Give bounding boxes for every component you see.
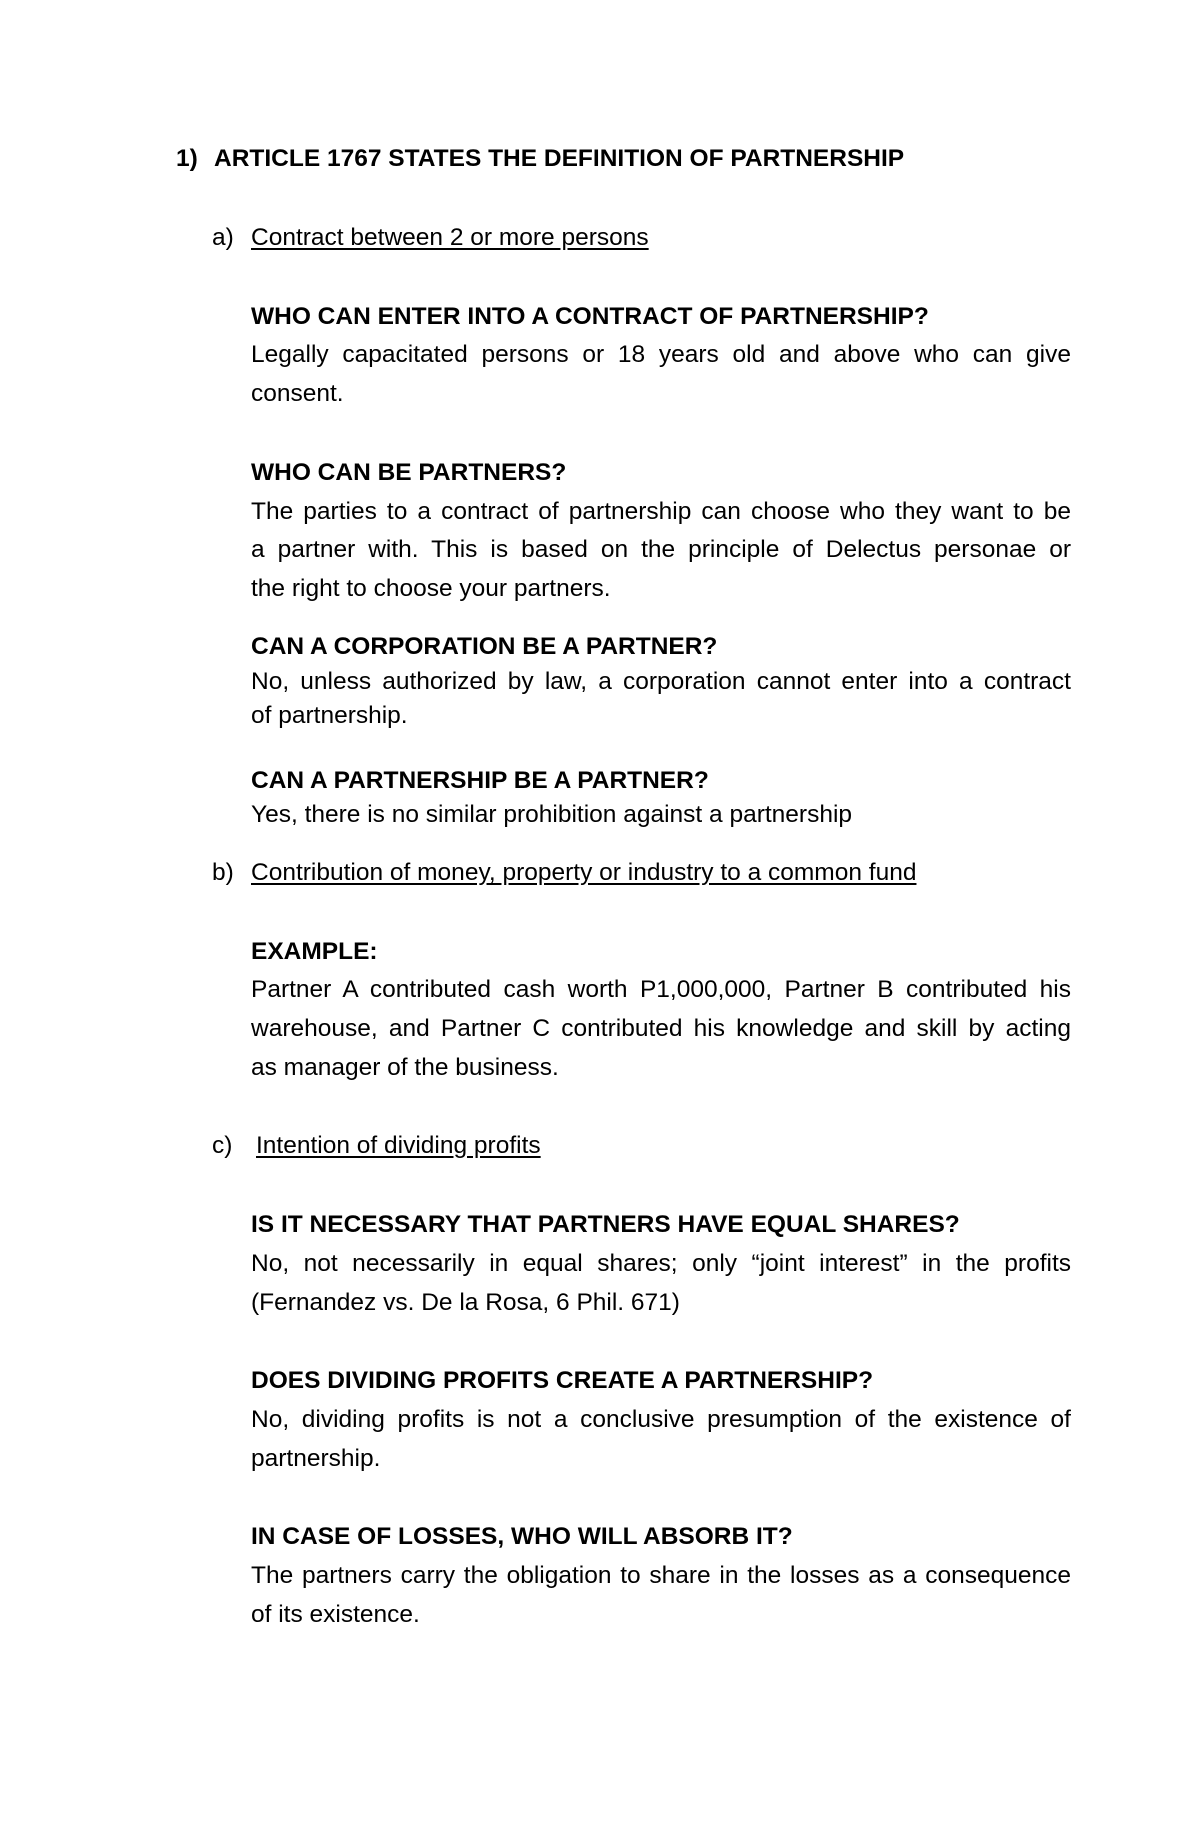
section-a-answer-4-line-1: Yes, there is no similar prohibition against a partnership bbox=[251, 801, 853, 828]
section-a-answer-2-line-1: The parties to a contract of partnership can choose who they want to be bbox=[251, 498, 1071, 525]
section-b-example-label: EXAMPLE: bbox=[251, 938, 378, 965]
section-b-example-line-2: warehouse, and Partner C contributed his knowledge and skill by acting bbox=[251, 1015, 1071, 1042]
section-a-answer-3-line-1: No, unless authorized by law, a corporation cannot enter into a contract bbox=[251, 668, 1071, 695]
section-a-title: Contract between 2 or more persons bbox=[251, 224, 649, 251]
section-c-answer-3-line-2: of its existence. bbox=[251, 1601, 420, 1628]
section-a-marker: a) bbox=[212, 224, 234, 251]
section-c-answer-1-line-1: No, not necessarily in equal shares; only “joint interest” in the profits bbox=[251, 1250, 1071, 1277]
section-c-question-2: DOES DIVIDING PROFITS CREATE A PARTNERSHIP? bbox=[251, 1367, 874, 1394]
section-c-answer-2-line-1: No, dividing profits is not a conclusive presumption of the existence of bbox=[251, 1406, 1071, 1433]
section-c-answer-1-line-2: (Fernandez vs. De la Rosa, 6 Phil. 671) bbox=[251, 1289, 680, 1316]
section-a-answer-3-line-2: of partnership. bbox=[251, 702, 408, 729]
section-a-answer-1-line-2: consent. bbox=[251, 380, 344, 407]
section-c-answer-3-line-1: The partners carry the obligation to share in the losses as a consequence bbox=[251, 1562, 1071, 1589]
section-a-answer-1-line-1: Legally capacitated persons or 18 years old and above who can give bbox=[251, 341, 1071, 368]
section-c-question-3: IN CASE OF LOSSES, WHO WILL ABSORB IT? bbox=[251, 1523, 793, 1550]
section-a-answer-2-line-3: the right to choose your partners. bbox=[251, 575, 611, 602]
section-a-question-4: CAN A PARTNERSHIP BE A PARTNER? bbox=[251, 767, 709, 794]
article-heading: ARTICLE 1767 STATES THE DEFINITION OF PARTNERSHIP bbox=[214, 145, 905, 172]
section-b-example-line-3: as manager of the business. bbox=[251, 1054, 559, 1081]
section-a-question-3: CAN A CORPORATION BE A PARTNER? bbox=[251, 633, 718, 660]
section-a-answer-2-line-2: a partner with. This is based on the principle of Delectus personae or bbox=[251, 536, 1071, 563]
section-b-title: Contribution of money, property or industry to a common fund bbox=[251, 859, 917, 886]
section-a-question-1: WHO CAN ENTER INTO A CONTRACT OF PARTNERSHIP? bbox=[251, 303, 929, 330]
section-c-answer-2-line-2: partnership. bbox=[251, 1445, 381, 1472]
section-c-title: Intention of dividing profits bbox=[256, 1132, 541, 1159]
section-b-marker: b) bbox=[212, 859, 234, 886]
section-c-question-1: IS IT NECESSARY THAT PARTNERS HAVE EQUAL SHARES? bbox=[251, 1211, 960, 1238]
article-number: 1) bbox=[176, 145, 198, 172]
section-a-question-2: WHO CAN BE PARTNERS? bbox=[251, 459, 567, 486]
section-c-marker: c) bbox=[212, 1132, 233, 1159]
section-b-example-line-1: Partner A contributed cash worth P1,000,000, Partner B contributed his bbox=[251, 976, 1071, 1003]
